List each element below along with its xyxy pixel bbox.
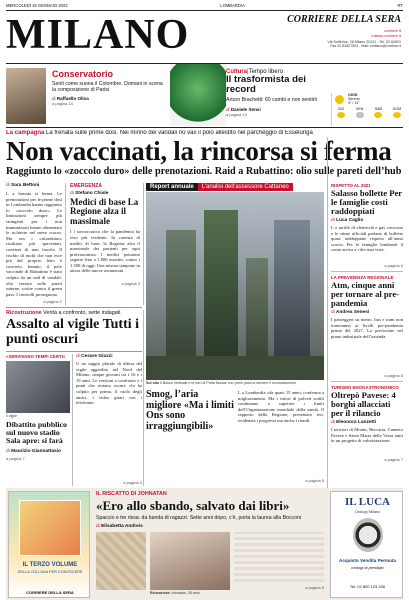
column-divider	[327, 137, 328, 507]
promo-conservatorio[interactable]	[52, 69, 164, 106]
lead-headline[interactable]: Non vaccinati, la rincorsa si ferma	[6, 136, 392, 166]
promo-kicker: Cultura	[226, 69, 247, 75]
emergency-label: EMERGENZA	[70, 183, 102, 189]
forecast-day-name: GIO	[337, 107, 345, 111]
byline-prefix: di	[331, 218, 335, 224]
ad-tagline: Acquisto Vendita Permuta	[339, 558, 396, 563]
ad-brand: IL LUCA	[345, 496, 390, 508]
lead-continues[interactable]: a pagina 2	[43, 299, 62, 304]
ad-subtitle: Orologi Milano	[354, 509, 381, 514]
forecast-day-name: VEN	[355, 107, 364, 111]
column-divider	[143, 183, 144, 305]
promo-text: Arturo Brachetti: 60 cambi e non sentirli	[226, 97, 317, 104]
article-headline: Oltrepò Pavese: 4 borghi allacciati per il rilancio	[331, 390, 396, 419]
kicker-text: Verità a confronto, sette indagati	[43, 310, 121, 316]
byline-prefix: di	[226, 106, 230, 112]
weather-forecast	[335, 107, 403, 118]
ad-title: IL TERZO VOLUME	[22, 562, 78, 568]
sun-icon	[337, 112, 345, 118]
right-column	[331, 183, 403, 462]
stadium-article[interactable]	[6, 421, 72, 461]
website-links	[283, 28, 401, 38]
weather-label: OGGI	[348, 93, 358, 97]
promo-page: a pagina 13	[226, 111, 247, 117]
byline-name: Cesare Giuzzi	[81, 354, 113, 359]
fax-line: Fax 02 62827503 - Mail: cmilano@corriere.it	[330, 44, 401, 49]
forecast-day-name: DOM	[392, 107, 402, 111]
report-label: Report annuale	[146, 183, 198, 191]
promo-byline: Raffaello Oliva	[56, 95, 89, 101]
newspaper-brand: CORRIERE DELLA SERA	[287, 14, 401, 25]
photo-caption	[146, 381, 324, 385]
johnatan-caption	[150, 591, 230, 595]
reconstruction-headline[interactable]: Assalto al vigile Tutti i punti oscuri	[6, 317, 140, 347]
forecast-day	[372, 107, 384, 118]
issue-date: MERCOLEDÌ 18 GENNAIO 2022	[6, 3, 68, 8]
lead-kicker-label: La campagna	[6, 130, 45, 136]
byline-prefix: di	[6, 183, 10, 188]
reconstruction-byline	[76, 354, 113, 359]
column-divider	[72, 354, 73, 486]
city-skyline-photo	[146, 192, 324, 380]
smog-continues[interactable]: a pagina 5	[305, 478, 324, 483]
column-divider	[143, 310, 144, 486]
top-strip	[6, 1, 403, 11]
promo-title: Conservatorio	[52, 69, 114, 79]
stadium-headline: Dibattito pubblico sul nuovo stadio Sala apre: si farà	[6, 420, 67, 446]
sun-icon	[393, 112, 401, 118]
book-series-ad[interactable]	[8, 491, 90, 598]
caption-text: Johnatan, 26 anni	[170, 591, 200, 595]
section-label: RISPETTO AL 2021	[331, 183, 371, 188]
emergency-continues[interactable]: a pagina 3	[121, 281, 140, 287]
section-label: LA PREVIDENZA REGIONALE	[331, 275, 394, 281]
lead-subheadline: Raggiunto lo «zoccolo duro» delle prenotazioni. Raid a Rubattino: olio sulle pareti dell’hub	[6, 166, 402, 177]
vigile-photo	[6, 361, 70, 413]
cloud-icon	[356, 112, 364, 118]
rescue-label: IL RISCATTO DI JOHNATAN	[96, 491, 167, 497]
weather-widget	[331, 93, 403, 126]
website-link-city[interactable]: milano.corriere.it	[371, 33, 401, 38]
section-divider	[6, 351, 142, 352]
reconstruction-label: «SERVIVANO TEMPI CERTI»	[6, 354, 66, 359]
section-divider	[6, 307, 142, 308]
region-label: LOMBARDIA	[220, 3, 245, 8]
promo-text: Senti come suona il Colombre. Domani in scena la composizione di Parisi	[52, 81, 163, 94]
article-continues[interactable]: a pagina 6	[384, 263, 403, 269]
watch-shop-ad[interactable]	[330, 491, 403, 598]
weather-condition: Sereno	[348, 97, 360, 101]
caption-text: Il Bosco Verticale e le torri di Porta Nuova: tra i primi piani a ricevere il riconoscimento	[159, 381, 297, 385]
forecast-day	[335, 107, 347, 118]
byline-prefix: di	[331, 420, 335, 426]
promo-byline: Daniele Sensi	[230, 106, 261, 112]
lead-kicker-text: La frenata sulle prime dosi. Nei mirino dei vandali no vax il polo allestito nel parcheggio di Esselunga	[46, 130, 313, 136]
ad-footer: CORRIERE DELLA SERA	[26, 590, 74, 595]
oltrepo-article[interactable]	[331, 381, 403, 462]
byline-name: Elisabetta Andreis	[101, 523, 143, 529]
emergency-article[interactable]	[70, 183, 140, 286]
byline-prefix: di	[76, 354, 80, 359]
report-header	[146, 183, 324, 191]
article-continues[interactable]: a pagina 6	[384, 373, 403, 379]
lead-byline	[6, 183, 62, 188]
byline-name: Maurizio Giannattasio	[11, 448, 61, 454]
rescue-headline: «Ero allo sbando, salvato dai libri»	[96, 498, 290, 513]
promo-page: a pagina 14	[52, 100, 73, 106]
weather-temperature: 4° / 11°	[348, 101, 360, 105]
byline-prefix: di	[6, 448, 10, 454]
reconstruction-continues[interactable]: a pagina 4	[123, 480, 142, 485]
section-label: TURISMO ENOGASTRONOMICO	[331, 385, 399, 391]
forecast-day-name: SAB	[374, 107, 382, 111]
emergency-headline: Medici di base La Regione alza il massimale	[70, 197, 139, 226]
watch-image	[353, 518, 383, 552]
byline-name: Andrea Senesi	[335, 310, 370, 316]
caption-label: Educazione	[150, 591, 170, 595]
byline-name: Luca Caglio	[336, 218, 364, 224]
bollette-article[interactable]	[331, 183, 403, 268]
atm-article[interactable]	[331, 271, 403, 378]
promo-trasformista[interactable]: Cultura|Tempo libero Il trasformista dei record Arturo Brachetti: 60 cambi e non sentirli di Daniele Sensi a pagina 13	[226, 69, 330, 117]
byline-prefix: di	[52, 95, 56, 101]
rescue-continues[interactable]: a pagina 9	[305, 585, 324, 590]
contact-info	[231, 40, 401, 49]
address-line: Via Solferino, 28 Milano 20121 - Tel. 02 62821	[327, 40, 401, 44]
emergency-body: I l sovraccarico che la pandemia ha reso più evidente. In carenza di medici di base, la Regione alza il massimale dei pazienti per ogni professionista. I medici potranno seguire fino a 1.800 assistiti, contro i 1.500 di oggi. Una misura tampone in attesa delle nuove assunzioni.	[70, 229, 140, 274]
byline-name: Stefano Chiale	[75, 191, 109, 196]
article-body: I passeggeri su metro, bus e tram non torneranno ai livelli pre-pandemia prima del 2027. La previsione nel piano industriale dell’azienda.	[331, 317, 403, 339]
byline-name: Sara Bettoni	[11, 183, 40, 188]
book-cover-image	[19, 500, 81, 556]
lead-article[interactable]	[6, 183, 62, 304]
byline-name: Eleonora Lanzetti	[336, 420, 377, 426]
sun-icon	[374, 112, 382, 118]
website-link[interactable]: corriere.it	[384, 28, 401, 33]
article-body: L e tariffe di elettricità e gas crescono e le stime ufficiali parlano di bollette quasi raddoppiate rispetto all’anno scorso. Per le famiglie lombarde il conto arriva a cifre mai viste.	[331, 225, 403, 253]
caption-label: Sul sito	[146, 381, 159, 385]
article-body: I territori di Montù, Beccaria, Canneto Pavese e Santa Maria della Versa uniti in un progetto di valorizzazione.	[331, 427, 403, 444]
byline-prefix: di	[70, 191, 74, 196]
reconstruction-body: U na saggio plurale di difesa del vigile aggredito nel Nord del Milano, cinque giovani tra i 16 e i 19 anni. Le versioni a confronto e i punti che restano oscuri: chi ha colpito per primo, il ruolo degli amici, i video girati con i telefonini.	[76, 361, 142, 406]
rescue-body-placeholder	[234, 532, 324, 582]
rescue-subheadline: Spaccio e tre rissa: da banda di ragazzi. Sette anni dopo, c’è, porta la laurea alla Bocconi	[96, 514, 302, 521]
byline-prefix: di	[331, 310, 335, 316]
promo-divider	[6, 127, 403, 128]
smog-headline: Smog, l’aria migliore «Ma i limiti Ons sono irraggiungibili»	[146, 389, 234, 432]
byline-prefix: di	[96, 523, 100, 529]
promo-photo-conservatorio	[6, 68, 46, 124]
promo-photo-brachetti	[170, 64, 226, 126]
johnatan-photo	[150, 532, 230, 590]
column-divider	[65, 183, 66, 305]
lead-body: L a frenata si ferma. Le prenotazioni per le prime dosi in Lombardia hanno raggiunto lo «zoccolo duro». Le limitazioni sempre più stringenti per i non immunizzati hanno alimentato le richieste nel mese scorso. Ma ora i «ritardatari» risultano più spaventati, convinti di non farcela. Il rischio di molti che non esce più dal proprio letto è concreto. Intanto, il polo vaccinale di Rubattino è stato colpito da un raid di vandali: olio versato sulle pareti esterne, scritte contro il green pass. I controlli proseguono.	[6, 191, 62, 297]
ad-tagline-2: orologi di prestigio	[351, 565, 384, 570]
rescue-text-placeholder	[96, 532, 146, 590]
report-title: L’analisi dell’assessore Cattaneo	[198, 183, 293, 191]
sun-icon	[335, 95, 344, 104]
forecast-day	[391, 107, 403, 118]
article-headline: Salasso bollette Per le famiglie costi raddoppiati	[331, 188, 402, 217]
reconstruction-kicker	[6, 310, 142, 316]
ad-subtitle: DELLA COLLANA PER CONOSCERE	[17, 570, 83, 574]
page-number: RT	[397, 3, 403, 8]
kicker-label: Ricostruzione	[6, 310, 42, 316]
ad-contact: Tel. 02 800 123 456	[349, 584, 386, 589]
vigile-caption: Il vigile	[6, 414, 17, 418]
masthead-title: MILANO	[6, 12, 190, 58]
article-continues[interactable]: a pagina 7	[384, 457, 403, 463]
article-headline: Atm, cinque anni per tornare al pre-pandemia	[331, 280, 400, 309]
forecast-day	[354, 107, 366, 118]
stadium-continues[interactable]: a pagina 7	[6, 455, 25, 461]
promo-title: Il trasformista dei record	[226, 74, 306, 96]
rescue-article[interactable]	[96, 491, 324, 529]
smog-body: L a Lombardia «da quasi 15 anni» conferma a miglioramento. Ma i valori di polveri sottili continuano a superare i limiti dell’Organizzazione mondiale della sanità. Il rapporto della Regione, presentato ieri, evidenzia i progressi ma anche i ritardi.	[238, 390, 324, 423]
promo-kicker-rest: Tempo libero	[248, 69, 283, 75]
